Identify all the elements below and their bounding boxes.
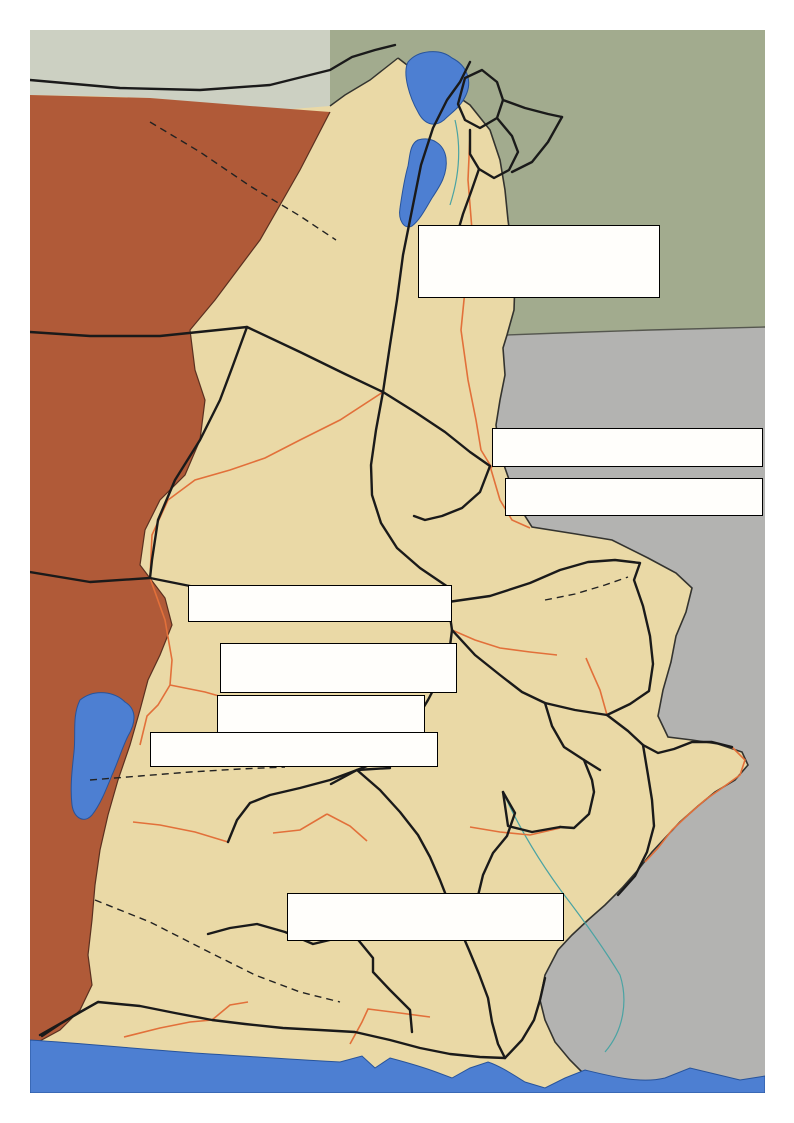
callout-chalaq-castle (505, 478, 763, 516)
callout-kalpuregan-pottery (287, 893, 564, 941)
callout-private-museum-saravan (220, 643, 457, 693)
callout-negaran-inscriptions (188, 585, 452, 622)
callout-museum-zahedan (418, 225, 660, 298)
callout-hiduj-village (150, 732, 438, 767)
callout-taftan-camp (492, 428, 763, 467)
province-map (30, 30, 765, 1093)
